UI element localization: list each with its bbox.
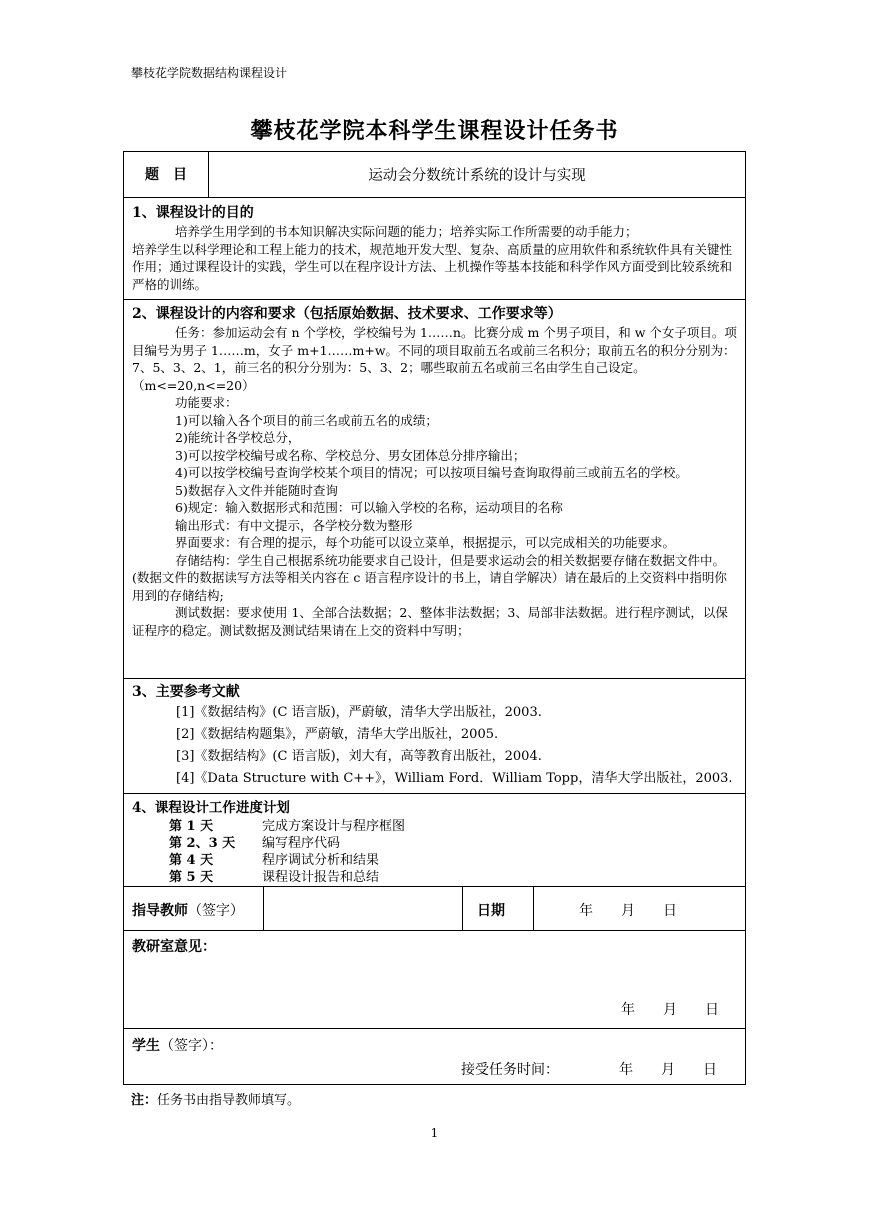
test-data-text: 测试数据：要求使用 1、全部合法数据；2、整体非法数据；3、局部非法数据。进行程序测试，以保证程序的稳定。测试数据及测试结果请在上交的资料中写明； (132, 605, 728, 638)
storage-structure-text: 存储结构：学生自己根据系统功能要求自己设计，但是要求运动会的相关数据要存储在数据文件中。(数据文件的数据读写方法等相关内容在 c 语言程序设计的书上，请自学解决）请在最后的上交资料中指明你用到的存储结构; (132, 552, 727, 603)
ui-requirements-text: 界面要求：有合理的提示，每个功能可以设立菜单，根据提示，可以完成相关的功能要求。 (175, 535, 676, 550)
function-item: 6)规定：输入数据形式和范围：可以输入学校的名称，运动项目的名称 (175, 500, 563, 515)
accept-time-label: 接受任务时间： (461, 1062, 559, 1078)
advisor-sign-hint: （签字） (188, 903, 244, 919)
schedule-row (132, 818, 737, 835)
page-number: 1 (430, 1126, 439, 1140)
schedule-row (132, 869, 737, 886)
date-label: 日期 (477, 903, 505, 919)
advisor-sign-label (132, 900, 244, 920)
function-item: 1)可以输入各个项目的前三名或前五名的成绩； (175, 412, 438, 428)
function-item: 5)数据存入文件并能随时查询 (175, 482, 338, 498)
accept-date-field[interactable]: 年 月 日 (619, 1062, 717, 1078)
function-item: 3)可以按学校编号或名称、学校总分、男女团体总分排序输出； (175, 447, 526, 463)
reference-item: [4]《Data Structure with C++》，William Ford．William Topp，清华大学出版社，2003. (176, 771, 733, 786)
topic-label: 题 目 (145, 167, 187, 183)
schedule-day: 第 2、3 天 (169, 836, 236, 851)
department-opinion-label: 教研室意见： (132, 939, 216, 955)
output-format-text: 输出形式：有中文提示，各学校分数为整形 (175, 517, 413, 533)
task-paragraph: 任务：参加运动会有 n 个学校，学校编号为 1……n。比赛分成 m 个男子项目，和 w 个女子项目。项目编号为男子 1……m，女子 m+1……m+w。不同的项目取前五名或前三名积分；取前五名的积分分别为：7、5、3、2、1，前三名的积分分别为：5、3、2；哪些取前五名或前三名由学生自己设定。（m<=20,n<=20） (132, 325, 737, 393)
reference-item: [1]《数据结构》(C 语言版)，严蔚敏，清华大学出版社，2003. (176, 705, 542, 720)
advisor-date-field[interactable]: 年 月 日 (579, 903, 677, 919)
function-item: 2)能统计各学校总分， (175, 430, 301, 445)
schedule-day: 第 1 天 (169, 819, 214, 834)
document-title: 攀枝花学院本科学生课程设计任务书 (250, 118, 619, 144)
schedule-task: 课程设计报告和总结 (262, 870, 380, 885)
section-references (124, 678, 745, 793)
section-1-heading: 1、课程设计的目的 (132, 205, 254, 221)
department-date-field[interactable]: 年 月 日 (621, 1002, 719, 1018)
section-1-paragraph: 培养学生以科学理论和工程上能力的技术，规范地开发大型、复杂、高质量的应用软件和系统软件具有关键性作用；通过课程设计的实践，学生可以在程序设计方法、上机操作等基本技能和科学作风方面受到比较系统和严格的训练。 (132, 241, 733, 292)
student-label: 学生 (132, 1038, 160, 1054)
topic-value: 运动会分数统计系统的设计与实现 (368, 168, 586, 184)
section-2-heading: 2、课程设计的内容和要求（包括原始数据、技术要求、工作要求等） (132, 306, 562, 322)
section-content-requirements (124, 299, 745, 678)
schedule-task: 程序调试分析和结果 (262, 853, 380, 868)
student-sign-label (132, 1035, 223, 1055)
schedule-day: 第 4 天 (169, 853, 214, 868)
student-signature-row (124, 1028, 745, 1086)
running-header: 攀枝花学院数据结构课程设计 (131, 66, 288, 80)
advisor-label: 指导教师 (132, 903, 188, 919)
advisor-signature-row (124, 886, 745, 930)
schedule-task: 完成方案设计与程序框图 (262, 819, 406, 834)
footnote (131, 1089, 300, 1108)
section-4-heading: 4、课程设计工作进度计划 (132, 800, 290, 816)
schedule-row (132, 852, 737, 869)
reference-item: [2]《数据结构题集》，严蔚敏，清华大学出版社，2005. (176, 727, 499, 742)
schedule-task: 编写程序代码 (262, 836, 341, 851)
section-3-heading: 3、主要参考文献 (132, 684, 240, 700)
topic-row (124, 152, 745, 197)
advisor-signature-field[interactable] (264, 887, 461, 930)
student-sign-hint: （签字）： (160, 1038, 223, 1054)
footnote-label: 注： (131, 1093, 158, 1108)
section-schedule (124, 793, 745, 886)
section-purpose (124, 197, 745, 299)
assignment-form-table (123, 151, 746, 1085)
schedule-row (132, 835, 737, 852)
footnote-text: 任务书由指导教师填写。 (157, 1093, 301, 1108)
function-requirements-label: 功能要求： (175, 395, 238, 410)
section-1-paragraph: 培养学生用学到的书本知识解决实际问题的能力；培养实际工作所需要的动手能力； (175, 224, 638, 239)
reference-item: [3]《数据结构》(C 语言版)，刘大有，高等教育出版社，2004. (176, 749, 542, 764)
department-opinion-row (124, 930, 745, 1028)
function-item: 4)可以按学校编号查询学校某个项目的情况；可以按项目编号查询取得前三或前五名的学校。 (175, 465, 688, 480)
schedule-day: 第 5 天 (169, 870, 214, 885)
